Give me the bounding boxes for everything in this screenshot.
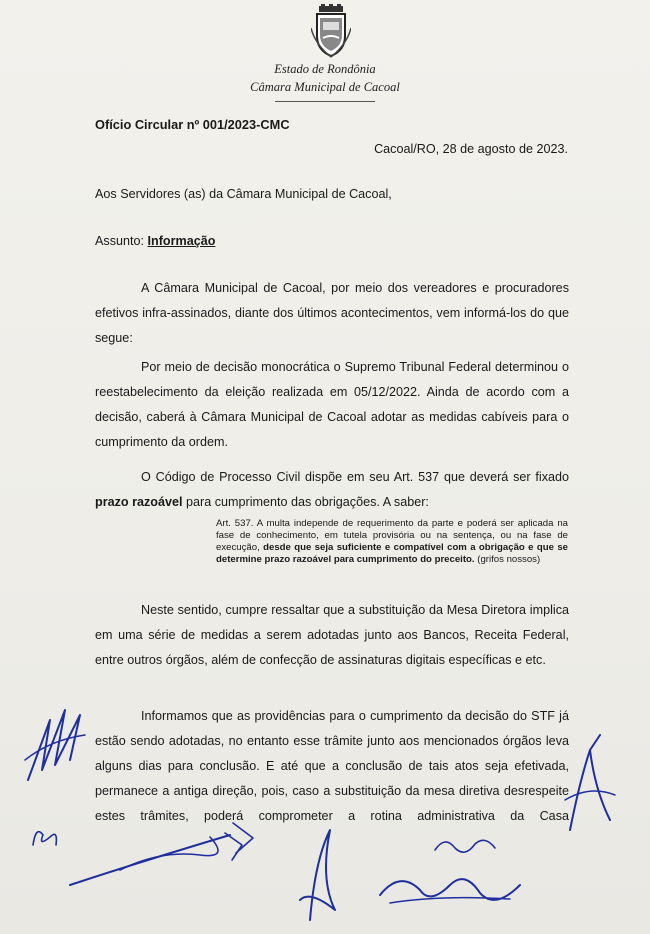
paragraph-2 [95,355,569,455]
paragraph-5 [95,704,569,829]
paragraph-3-text-b: para cumprimento das obrigações. A saber: [186,495,429,509]
document-title: Ofício Circular nº 001/2023-CMC [95,117,290,132]
law-quote [216,518,568,566]
signature-8 [228,818,258,858]
paragraph-3-bold: prazo razoável [95,495,183,509]
law-quote-bold: desde que seja suficiente e compatível com a obrigação e que se determine prazo razoável para cumprimento do preceito. [216,542,568,565]
state-name: Estado de Rondônia [274,62,376,76]
greeting: Aos Servidores (as) da Câmara Municipal de Cacoal, [95,187,392,201]
signature-7 [560,730,620,840]
signature-6 [370,865,530,915]
subject-value: Informação [147,234,216,248]
paragraph-4-text: Neste sentido, cumpre ressaltar que a substituição da Mesa Diretora implica em uma série de medidas a serem adotadas junto aos Bancos, Receita Federal, entre outros órgãos, além de confecção de assinaturas digitais específicas e etc. [95,603,569,667]
law-quote-text-a: Art. 537. A multa independe de requerimento da parte e poderá ser aplicada na fase de conhecimento, em tutela provisória ou na sentença, ou na fase de execução, [216,518,568,553]
paragraph-3-text-a: O Código de Processo Civil dispõe em seu Art. 537 que deverá ser fixado [141,470,569,484]
law-quote-text-b: (grifos nossos) [477,554,541,565]
paragraph-1 [95,276,569,351]
signature-1 [20,700,95,790]
signature-4 [290,820,350,930]
document-date: Cacoal/RO, 28 de agosto de 2023. [374,142,568,156]
header-divider [275,101,375,102]
chamber-name: Câmara Municipal de Cacoal [250,80,400,94]
paragraph-2-text: Por meio de decisão monocrática o Supremo Tribunal Federal determinou o reestabelecimento da eleição realizada em 05/12/2022. Ainda de acordo com a decisão, caberá à Câmara Municipal de Cacoal adotar as medidas cabíveis para o cumprimento da ordem. [95,360,569,449]
paragraph-5-text: Informamos que as providências para o cumprimento da decisão do STF já estão sendo adotadas, no entanto esse trâmite junto aos mencionados órgãos leva alguns dias para conclusão. E até que a conclusão de tais atos seja efetivada, permanece a antiga direção, pois, caso a substituição da mesa diretiva desrespeite estes trâmites, poderá comprometer a rotina administrativa da Casa [95,709,569,823]
paragraph-4 [95,598,569,673]
subject-label: Assunto: [95,234,145,248]
signature-5 [430,830,500,860]
coat-of-arms-emblem [311,4,351,58]
signature-3 [60,825,250,895]
paragraph-3 [95,465,569,515]
subject-line [95,233,215,249]
paragraph-1-text: A Câmara Municipal de Cacoal, por meio dos vereadores e procuradores efetivos infra-assinados, diante dos últimos acontecimentos, vem informá-los do que segue: [95,281,569,345]
